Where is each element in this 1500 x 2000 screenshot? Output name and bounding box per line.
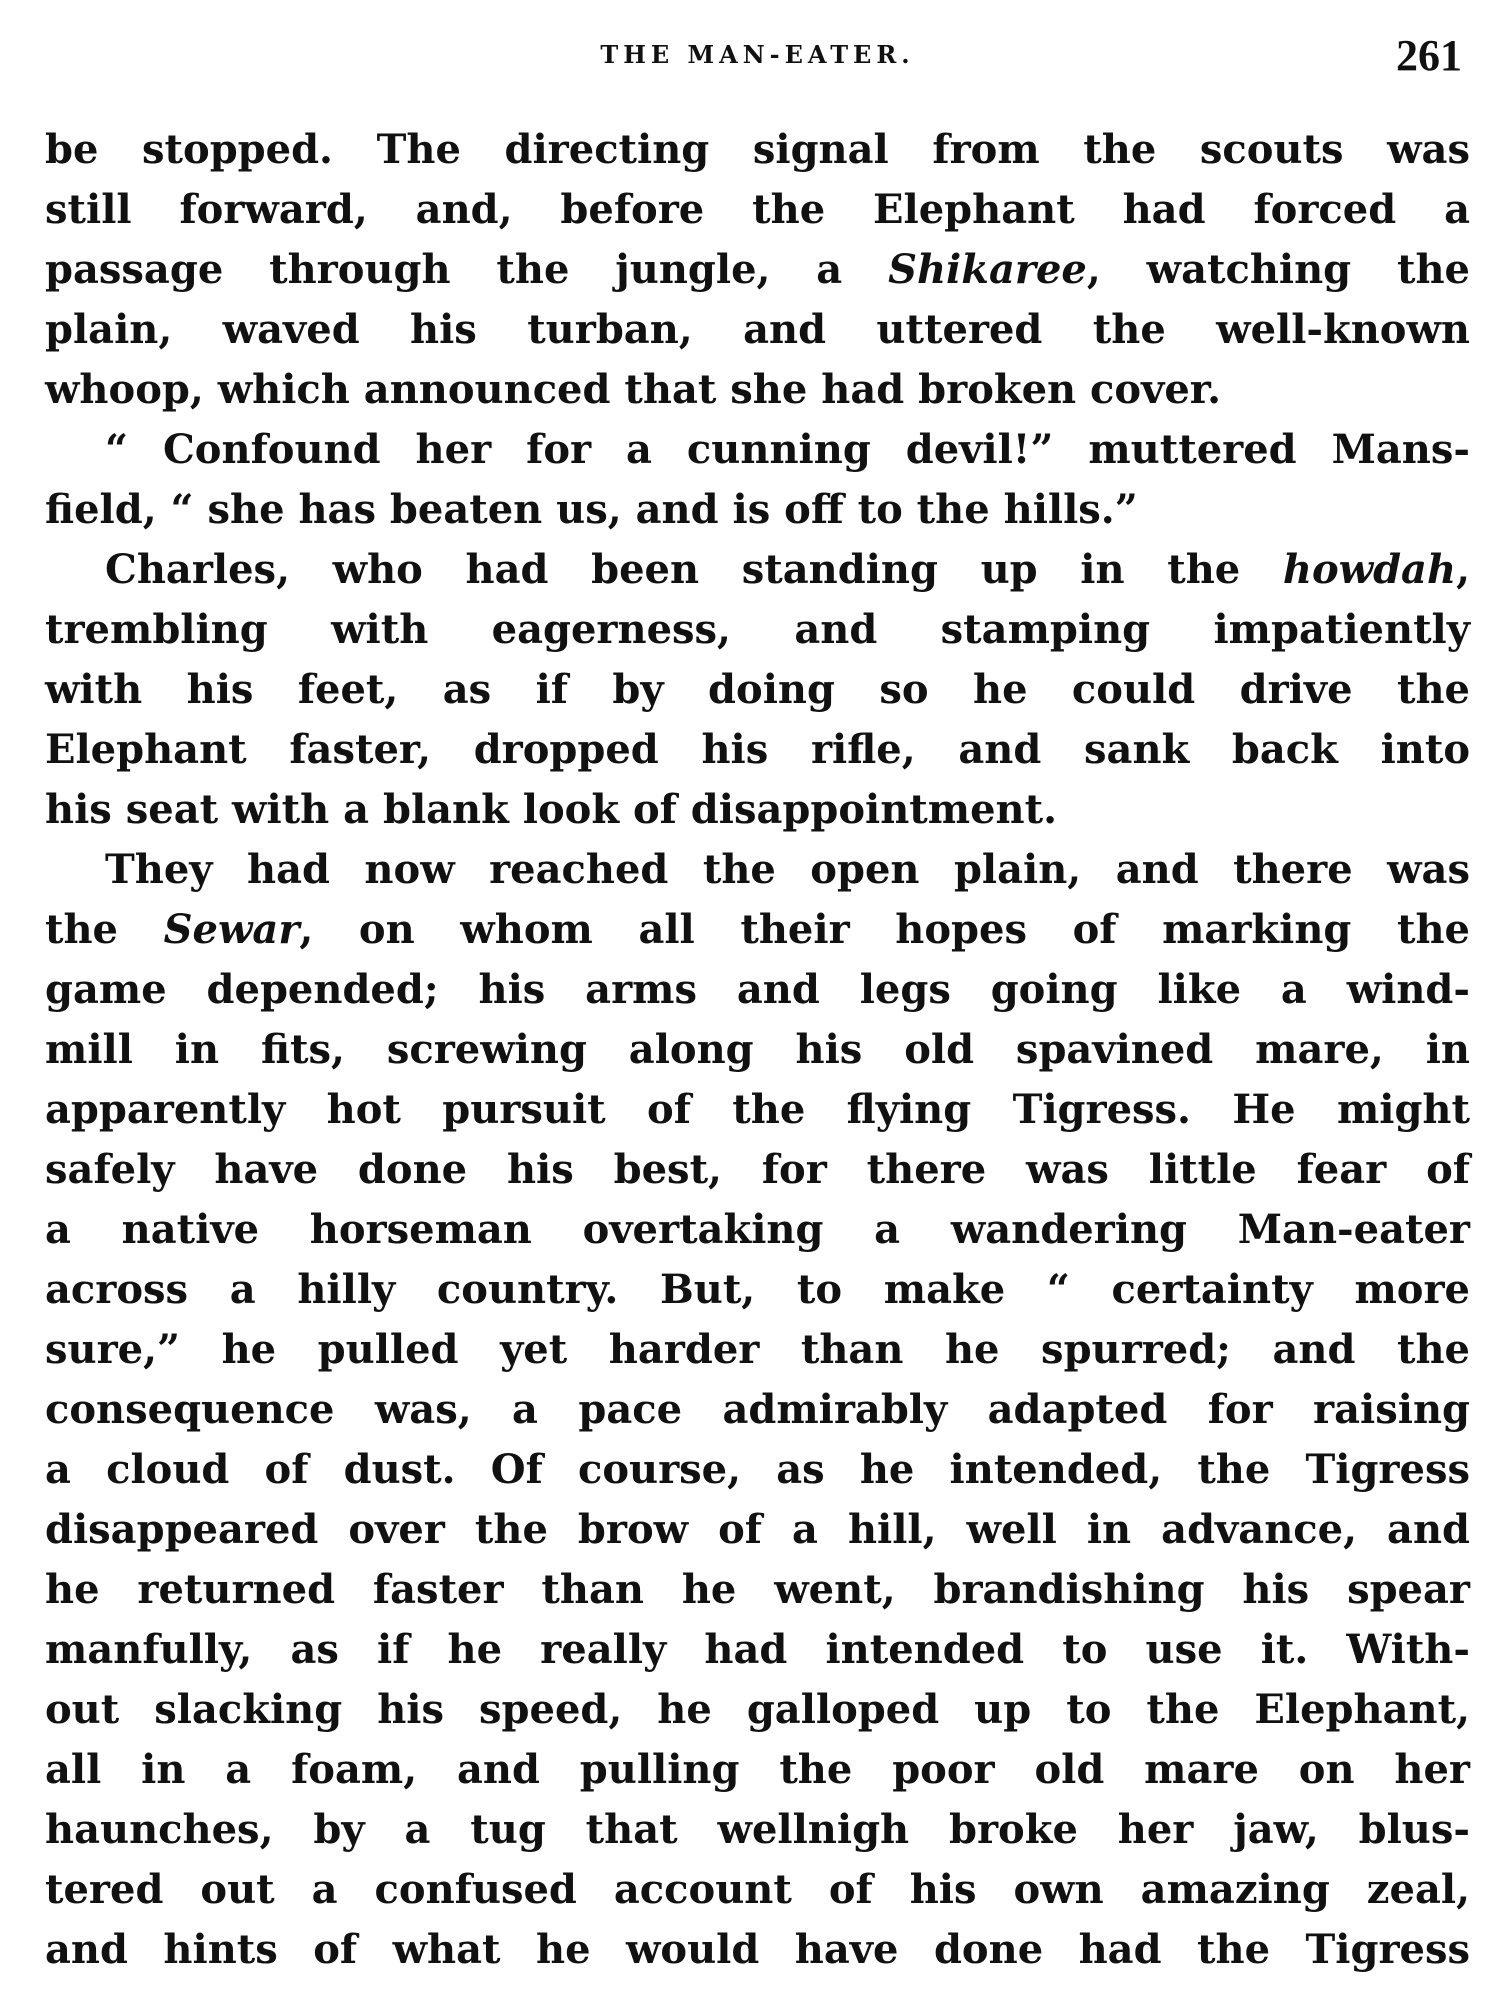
body-text — [45, 120, 1470, 1980]
text-line: manfully, as if he really had intended to use it. With- — [45, 1626, 1470, 1673]
text-line: out slacking his speed, he galloped up to the Elephant, — [45, 1686, 1470, 1733]
text-line: apparently hot pursuit of the flying Tigress. He might — [45, 1086, 1470, 1133]
running-head: THE MAN-EATER. — [600, 40, 915, 69]
text-line: tered out a confused account of his own amazing zeal, — [45, 1866, 1470, 1913]
text-line: They had now reached the open plain, and there was — [105, 846, 1470, 893]
text-line: his seat with a blank look of disappointment. — [45, 786, 1058, 833]
text-line: a cloud of dust. Of course, as he intended, the Tigress — [45, 1446, 1470, 1493]
text-line: mill in fits, screwing along his old spavined mare, in — [45, 1026, 1470, 1073]
text-line: still forward, and, before the Elephant had forced a — [45, 186, 1470, 233]
italic-term: howdah — [1282, 546, 1457, 593]
text-line: “ Confound her for a cunning devil!” muttered Mans- — [105, 426, 1470, 473]
text-line: trembling with eagerness, and stamping impatiently — [45, 606, 1470, 653]
text-line: he returned faster than he went, brandishing his spear — [45, 1566, 1470, 1613]
italic-term: Sewar — [163, 906, 300, 953]
text-line: sure,” he pulled yet harder than he spurred; and the — [45, 1326, 1470, 1373]
text-line: all in a foam, and pulling the poor old mare on her — [45, 1746, 1470, 1793]
text-line: a native horseman overtaking a wandering Man-eater — [45, 1206, 1470, 1253]
text-line: disappeared over the brow of a hill, well in advance, and — [45, 1506, 1470, 1553]
text-line: field, “ she has beaten us, and is off to the hills.” — [45, 486, 1138, 533]
text-line: plain, waved his turban, and uttered the well-known — [45, 306, 1470, 353]
text-line: consequence was, a pace admirably adapted for raising — [45, 1386, 1470, 1433]
text-line: the Sewar, on whom all their hopes of marking the — [45, 906, 1470, 953]
text-line: Elephant faster, dropped his rifle, and sank back into — [45, 726, 1470, 773]
text-line: with his feet, as if by doing so he could drive the — [45, 666, 1470, 713]
text-line: across a hilly country. But, to make “ certainty more — [45, 1266, 1470, 1313]
text-line: haunches, by a tug that wellnigh broke her jaw, blus- — [45, 1806, 1470, 1853]
text-line: be stopped. The directing signal from the scouts was — [45, 126, 1470, 173]
page-number: 261 — [1396, 31, 1462, 80]
text-line: and hints of what he would have done had the Tigress — [45, 1926, 1470, 1973]
page-header — [45, 30, 1470, 80]
text-line: game depended; his arms and legs going like a wind- — [45, 966, 1470, 1013]
italic-term: Shikaree — [888, 246, 1087, 293]
text-line: Charles, who had been standing up in the howdah, — [105, 546, 1470, 593]
text-line: safely have done his best, for there was little fear of — [45, 1146, 1470, 1193]
text-line: passage through the jungle, a Shikaree, watching the — [45, 246, 1471, 293]
text-line: whoop, which announced that she had broken cover. — [45, 366, 1222, 413]
